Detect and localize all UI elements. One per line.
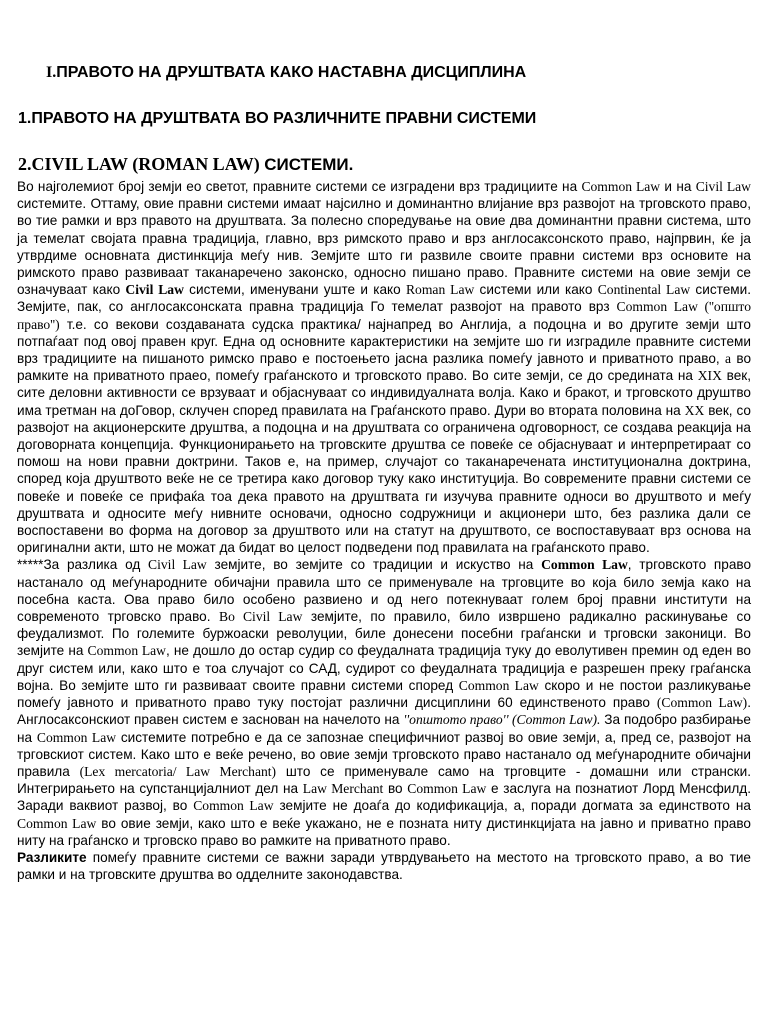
term-civil-law-bold: Civil Law — [125, 282, 184, 298]
term-common-law: Common Law — [87, 643, 167, 659]
text-span: земјите, во земјите со традиции и искуство на — [206, 557, 542, 573]
paragraph-3 — [17, 849, 751, 883]
term-common-law: Common Law — [458, 677, 539, 693]
text-span: системи. Земјите, пак, со англосаксонската правна традиција Го темелат развојот на правото врз — [17, 282, 751, 315]
text-span: т.е. со векови создаваната судска практика/ најнапред во Англија, а подоцна и во другите земји што потпаѓаат под овој правен круг. Една од основните карактеристики на земјите шо ги изградиле правните системи врз традициите на пишаното римско право е постоењето јасна разлика помеѓу јавното и приватното право, — [17, 316, 751, 367]
text-span: и на — [660, 179, 696, 194]
term-common-law: Common Law — [407, 781, 487, 797]
text-span: земјите, по правило, било извршено радикално раскинување со феудализмот. По големите буржоаски револуции, биле донесени посебни граѓански и трговски законици. Во земјите на — [17, 609, 751, 659]
section-heading-1 — [46, 64, 526, 82]
heading-3-latin: 2.CIVIL LAW (ROMAN LAW) — [18, 154, 265, 174]
bold-lead-word: Разликите — [17, 849, 87, 865]
text-span: земјите не доаѓа до кодификација, а, поради догмата за единството на — [273, 798, 751, 814]
text-span: , трговското право настанало од меѓународните обичајни правила што се применувале на трговците во која било земја како на посебна каста. Ова право било особено развиено и од него потекнуваат голем број правни институти на современото трговско право. — [17, 557, 752, 625]
term-common-law: (Common Law) — [656, 695, 748, 711]
text-span: За подобро разбирање на — [17, 712, 751, 745]
text-span: . Англосаксонскиот правен систем е заснован на начелото на — [17, 695, 751, 728]
text-span: во — [383, 781, 408, 797]
text-span: системи или како — [474, 282, 598, 298]
term-common-law-italic: (Common Law). — [508, 712, 601, 728]
term-continental-law: Continental Law — [597, 282, 691, 298]
text-span: Во најголемиот број земји ео светот, правните системи се изградени врз традициите на — [17, 179, 582, 194]
text-span: што се применувале само на трговците - домашни или странски. Интегрирањето на супстанцијалниот дел на — [17, 763, 751, 797]
term-civil-law: Civil Law — [148, 557, 207, 573]
heading-3-cyrillic: СИСТЕМИ. — [264, 155, 354, 174]
term-common-law: Common Law — [193, 798, 274, 814]
term-century: XIX — [697, 368, 722, 384]
term-common-law: Common Law — [17, 815, 97, 831]
text-span: а — [725, 351, 732, 367]
term-civil-law: Civil Law — [234, 609, 303, 625]
text-span: е заслуга на познатиот Лорд Менсфилд. Заради ваквиот развој, во — [17, 781, 752, 814]
term-common-law: Common Law (''општо право'') — [17, 299, 751, 332]
text-span: скоро и не постои разликување помеѓу јавното и приватното право туку постојат различни дисциплини 60 единственото право — [17, 677, 751, 711]
term-civil-law: Civil Law — [695, 179, 751, 194]
text-span: во овие земји, како што е веќе укажано, не е позната ниту дистинкцијата на јавно и приватно право ниту на граѓанско и трговско право во рамките на приватното право. — [17, 815, 751, 848]
text-span: системите потребно е да се запознае специфичниот развој во овие земји, а, пред се, развојот на трговскиот систем. Како што е веќе речено, во овие земји трговското право настанало од меѓународните обичајни правила — [17, 729, 751, 779]
text-span: век, со развојот на акционерските друштва, а подоцна и на друштвата со ограничена одговорност, се создава реакција на договорната концепција. Функционирањето на трговските друштва се повеќе се објаснуваат и интерпретираат со помош на нови правни доктрини. Таков е, на пример, случајот со таканаречената институционална доктрина, според која друштвото веќе не се третира како договор туку како институција. Во современите правни системи се повеќе и повеќе се прифаќа тоа дека правото на друштвата ги изучува правните односи во друштвото и меѓу друштвата и односите меѓу нивните основачи, односно содружници и акционери што, без разлика дали се воспоставени во форма на договор за друштвото или на статут на друштвото, се воспоставуваат врз основа на оригинални акти, што не можат да бидат во целост подведени под правилата на граѓанското право. — [17, 402, 751, 556]
text-span: помеѓу правните системи се важни заради утврдувањето на местото на трговското право, а во тие рамки и на трговските друштва во одделните законодавства. — [17, 849, 751, 883]
text-span: век, сите деловни активности се врзуваат и објаснуваат со индивидуалната волја. Како и бракот, и трговското друштво има третман на доГовор, склучен според правилата на Граѓанското право. Дури во вторaта половина на — [17, 368, 751, 418]
heading-1-number: I. — [46, 64, 57, 81]
term-century: XX — [684, 402, 705, 418]
text-span: во рамките на приватното праео, помеѓу граѓанското и трговското право. Во сите земји, се до средината на — [17, 351, 752, 384]
term-roman-law: Roman Law — [405, 282, 475, 298]
section-heading-3 — [18, 154, 353, 175]
heading-1-text: ПРАВОТО НА ДРУШТВАТА КАКО НАСТАВНА ДИСЦИПЛИНА — [56, 64, 527, 81]
text-span: системите. Оттаму, овие правни системи имаат најсилно и доминантно влијание врз развојот на трговското право, во тие рамки и врз правото на друштвата. За полесно споредување на овие два доминантни правни система, што ја темелат својата правна традиција, главно, врз римското право и врз англосаксонското право, најпрвин, ќе ја утврдиме основната дистинкција меѓу нив. Земјите што ги развиле своите правни системи врз основите на римското право развиваат таканаречено законско, односно пишано право. Правните системи на овие земји се означуваат како — [17, 196, 751, 298]
paragraph-2 — [17, 556, 751, 848]
section-heading-2: 1.ПРАВОТО НА ДРУШТВАТА ВО РАЗЛИЧНИТЕ ПРАВНИ СИСТЕМИ — [18, 110, 537, 127]
term-common-law: Common Law — [36, 729, 117, 745]
term-common-law: Common Law — [581, 179, 661, 194]
term-general-law-italic: ''општото право'' — [403, 712, 509, 728]
term-lex-mercatoria: (Lex mercatoria/ Law Merchant) — [79, 763, 277, 779]
text-span: , не дошло до остар судир со феудалната традиција туку до еволутивен премин од еден во друг систем или, како што е тоа случајот со САД, судирот со феудалната традиција е разрешен преку граѓанска војна. Во земјите што ги развиваат своите правни системи според — [17, 643, 751, 693]
paragraph-1 — [17, 178, 751, 556]
term-common-law-bold: Common Law — [541, 557, 628, 573]
text-span: системи, именувани уште и како — [183, 282, 406, 298]
text-span: *****За разлика од — [17, 557, 149, 573]
body-text — [17, 178, 751, 883]
term-law-merchant: Law Merchant — [302, 781, 384, 797]
text-span: Во — [219, 609, 235, 625]
